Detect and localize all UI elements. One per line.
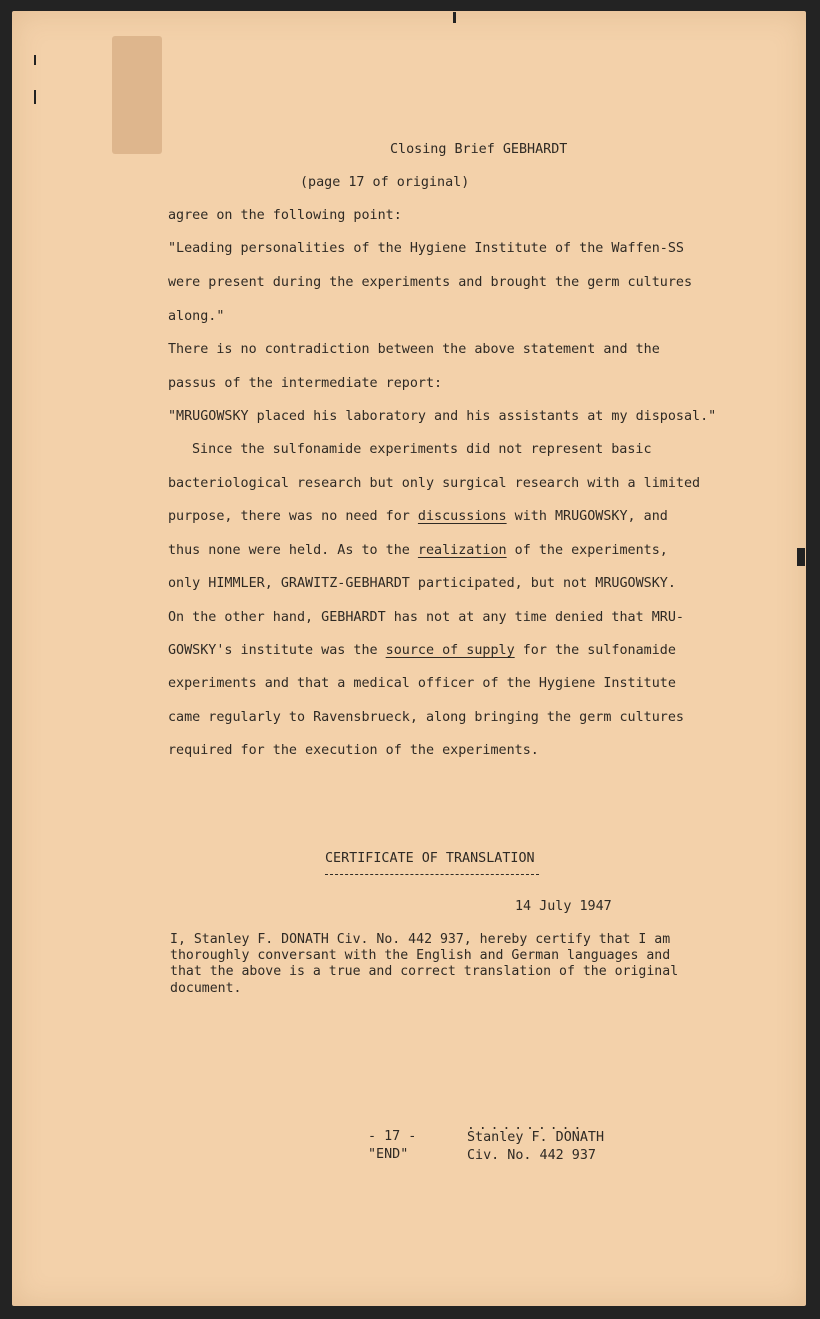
certificate-title: CERTIFICATE OF TRANSLATION — [325, 851, 535, 866]
certificate-line: I, Stanley F. DONATH Civ. No. 442 937, hereby certify that I am — [170, 932, 671, 947]
text-segment: purpose, there was no need for — [168, 509, 418, 524]
text-segment: of the experiments, — [506, 543, 668, 558]
edge-mark — [453, 12, 456, 23]
body-line: "Leading personalities of the Hygiene Institute of the Waffen-SS — [168, 241, 684, 256]
body-line: Since the sulfonamide experiments did not represent basic — [192, 442, 652, 457]
underlined-term: realization — [417, 543, 507, 558]
body-line: only HIMMLER, GRAWITZ-GEBHARDT participated, but not MRUGOWSKY. — [168, 576, 676, 591]
certificate-title-rule — [325, 874, 539, 875]
underlined-term: discussions — [417, 509, 507, 524]
tape-mark — [112, 36, 162, 154]
body-line: On the other hand, GEBHARDT has not at any time denied that MRU- — [168, 610, 684, 625]
body-line: There is no contradiction between the above statement and the — [168, 342, 660, 357]
signer-civ-number: Civ. No. 442 937 — [467, 1148, 596, 1163]
certificate-date: 14 July 1947 — [515, 899, 612, 914]
edge-mark — [797, 548, 805, 566]
underlined-term: source of supply — [385, 643, 515, 658]
body-line — [168, 509, 668, 524]
body-line: experiments and that a medical officer of the Hygiene Institute — [168, 676, 676, 691]
certificate-line: that the above is a true and correct translation of the original — [170, 964, 679, 979]
certificate-line: document. — [170, 981, 242, 996]
signer-name: Stanley F. DONATH — [467, 1130, 605, 1145]
body-line: bacteriological research but only surgical research with a limited — [168, 476, 701, 491]
edge-mark — [34, 55, 36, 65]
body-line: were present during the experiments and brought the germ cultures — [168, 275, 693, 290]
document-title: Closing Brief GEBHARDT — [390, 142, 568, 157]
body-line: agree on the following point: — [168, 208, 402, 223]
body-line — [168, 543, 668, 558]
body-line — [168, 643, 676, 658]
body-line: passus of the intermediate report: — [168, 376, 443, 391]
page-number: - 17 - — [368, 1129, 417, 1144]
edge-mark — [34, 90, 36, 104]
text-segment: for the sulfonamide — [514, 643, 676, 658]
end-mark: "END" — [368, 1147, 409, 1162]
text-segment: GOWSKY's institute was the — [168, 643, 386, 658]
text-segment: thus none were held. As to the — [168, 543, 418, 558]
document-page — [12, 11, 806, 1306]
body-line: required for the execution of the experiments. — [168, 743, 539, 758]
signature-dots: .......... — [467, 1118, 586, 1133]
body-line: came regularly to Ravensbrueck, along bringing the germ cultures — [168, 710, 684, 725]
body-line: along." — [168, 309, 225, 324]
text-segment: with MRUGOWSKY, and — [506, 509, 668, 524]
page-reference: (page 17 of original) — [300, 175, 470, 190]
certificate-line: thoroughly conversant with the English and German languages and — [170, 948, 671, 963]
body-line: "MRUGOWSKY placed his laboratory and his assistants at my disposal." — [168, 409, 717, 424]
